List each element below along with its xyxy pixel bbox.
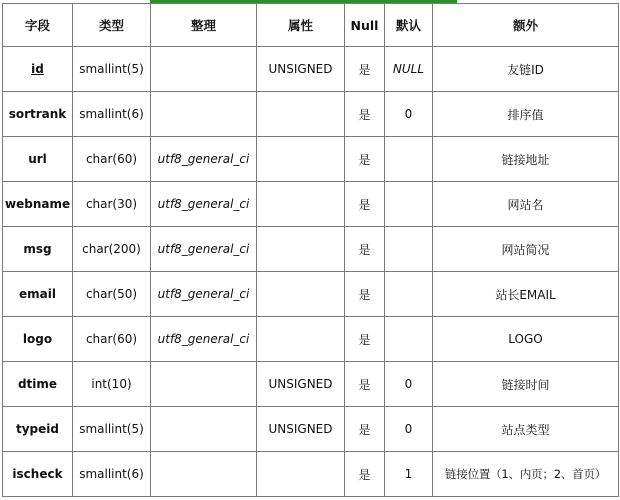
field-name: sortrank	[3, 92, 73, 137]
field-collation	[151, 47, 257, 92]
field-extra: 网站简况	[433, 227, 619, 272]
field-default: NULL	[385, 47, 433, 92]
field-null: 是	[345, 92, 385, 137]
field-extra: 友链ID	[433, 47, 619, 92]
field-type: char(50)	[73, 272, 151, 317]
field-extra: 排序值	[433, 92, 619, 137]
field-type: smallint(5)	[73, 47, 151, 92]
field-null: 是	[345, 182, 385, 227]
field-collation: utf8_general_ci	[151, 227, 257, 272]
table-row	[3, 317, 619, 362]
field-null: 是	[345, 137, 385, 182]
field-type: smallint(6)	[73, 92, 151, 137]
table-row	[3, 92, 619, 137]
field-extra: LOGO	[433, 317, 619, 362]
field-collation: utf8_general_ci	[151, 272, 257, 317]
field-attribute: UNSIGNED	[257, 362, 345, 407]
column-header-default: 默认	[385, 4, 433, 47]
field-collation: utf8_general_ci	[151, 137, 257, 182]
field-name: url	[3, 137, 73, 182]
field-default: 0	[385, 362, 433, 407]
field-attribute	[257, 317, 345, 362]
field-attribute: UNSIGNED	[257, 407, 345, 452]
field-attribute	[257, 272, 345, 317]
header-row	[3, 4, 619, 47]
field-extra: 站长EMAIL	[433, 272, 619, 317]
field-default: 0	[385, 407, 433, 452]
field-default: 1	[385, 452, 433, 497]
field-name: dtime	[3, 362, 73, 407]
field-name: msg	[3, 227, 73, 272]
field-collation	[151, 92, 257, 137]
field-extra: 站点类型	[433, 407, 619, 452]
table-row	[3, 182, 619, 227]
field-default	[385, 227, 433, 272]
field-attribute	[257, 227, 345, 272]
table-row	[3, 452, 619, 497]
field-extra: 网站名	[433, 182, 619, 227]
field-type: char(60)	[73, 137, 151, 182]
field-extra: 链接位置（1、内页；2、首页）	[433, 452, 619, 497]
field-default: 0	[385, 92, 433, 137]
field-default	[385, 317, 433, 362]
table-structure	[2, 3, 619, 497]
field-type: char(30)	[73, 182, 151, 227]
field-name: logo	[3, 317, 73, 362]
field-type: int(10)	[73, 362, 151, 407]
field-type: smallint(5)	[73, 407, 151, 452]
field-null: 是	[345, 272, 385, 317]
field-collation: utf8_general_ci	[151, 317, 257, 362]
column-header-field: 字段	[3, 4, 73, 47]
field-collation	[151, 407, 257, 452]
field-collation: utf8_general_ci	[151, 182, 257, 227]
table-row	[3, 407, 619, 452]
field-attribute	[257, 137, 345, 182]
table-row	[3, 272, 619, 317]
field-collation	[151, 362, 257, 407]
column-header-collation: 整理	[151, 4, 257, 47]
table-row	[3, 47, 619, 92]
field-attribute	[257, 182, 345, 227]
field-default	[385, 272, 433, 317]
field-attribute	[257, 452, 345, 497]
field-null: 是	[345, 362, 385, 407]
field-null: 是	[345, 407, 385, 452]
field-name: webname	[3, 182, 73, 227]
field-type: char(60)	[73, 317, 151, 362]
column-header-null: Null	[345, 4, 385, 47]
field-null: 是	[345, 317, 385, 362]
field-default	[385, 137, 433, 182]
field-null: 是	[345, 452, 385, 497]
table-row	[3, 137, 619, 182]
field-name: id	[3, 47, 73, 92]
field-default	[385, 182, 433, 227]
field-null: 是	[345, 227, 385, 272]
field-null: 是	[345, 47, 385, 92]
field-type: char(200)	[73, 227, 151, 272]
field-attribute: UNSIGNED	[257, 47, 345, 92]
table-row	[3, 227, 619, 272]
field-name: typeid	[3, 407, 73, 452]
table-row	[3, 362, 619, 407]
field-extra: 链接地址	[433, 137, 619, 182]
field-collation	[151, 452, 257, 497]
field-type: smallint(6)	[73, 452, 151, 497]
column-header-extra: 额外	[433, 4, 619, 47]
field-extra: 链接时间	[433, 362, 619, 407]
field-attribute	[257, 92, 345, 137]
field-name: ischeck	[3, 452, 73, 497]
field-name: email	[3, 272, 73, 317]
column-header-attribute: 属性	[257, 4, 345, 47]
column-header-type: 类型	[73, 4, 151, 47]
